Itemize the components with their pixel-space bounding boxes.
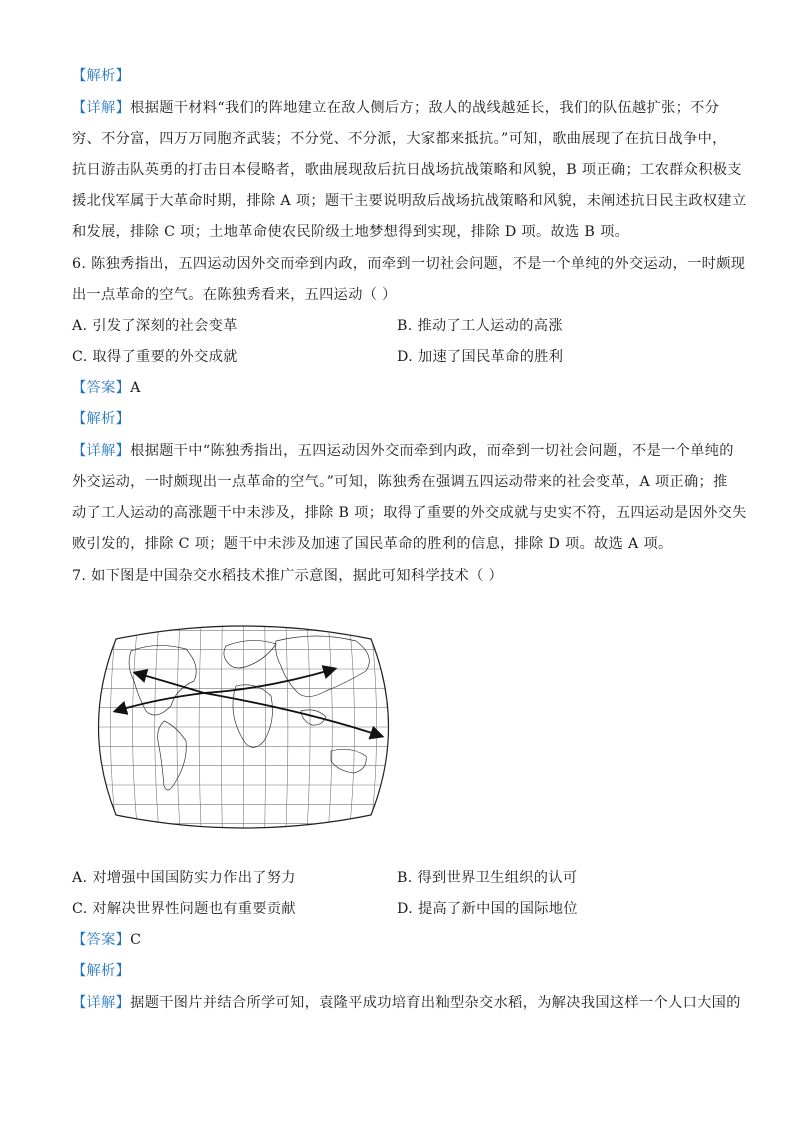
detail-tag: 【详解】 xyxy=(72,443,131,459)
question-7-stem: 7. 如下图是中国杂交水稻技术推广示意图，据此可知科学技术（ ） xyxy=(72,568,504,584)
answer-value: C xyxy=(130,932,142,948)
detail-line: 败引发的，排除 C 项；题干中未涉及加速了国民革命的胜利的信息，排除 D 项。故选 A 项。 xyxy=(72,536,673,552)
detail-line: 动了工人运动的高涨题干中未涉及，排除 B 项；取得了重要的外交成就与史实不符，五四运动是因外交失 xyxy=(72,505,747,521)
detail-tag: 【详解】 xyxy=(72,100,131,116)
detail-line: 和发展，排除 C 项；土地革命使农民阶级土地梦想得到实现，排除 D 项。故选 B 项。 xyxy=(72,224,630,240)
map-graticule xyxy=(76,611,411,843)
detail-line: 援北伐军属于大革命时期，排除 A 项；题干主要说明敌后战场抗战策略和风貌，未阐述抗日民主政权建立 xyxy=(72,193,747,209)
detail-tag: 【详解】 xyxy=(72,995,131,1011)
q7-option-c: C. 对解决世界性问题也有重要贡献 xyxy=(72,901,296,917)
question-6-stem: 出一点革命的空气。在陈独秀看来，五四运动（ ） xyxy=(72,287,397,303)
answer-value: A xyxy=(130,380,141,396)
q6-answer xyxy=(72,378,722,398)
meridian-line xyxy=(88,611,97,843)
detail-text: 据题干图片并结合所学可知，袁隆平成功培育出籼型杂交水稻，为解决我国这样一个人口大国的 xyxy=(130,995,741,1011)
q7-answer xyxy=(72,930,722,950)
analysis-heading xyxy=(72,409,722,429)
detail-line xyxy=(72,98,722,118)
q6-option-a: A. 引发了深刻的社会变革 xyxy=(72,318,238,334)
detail-line xyxy=(72,441,734,461)
answer-tag: 【答案】 xyxy=(72,932,131,948)
detail-line: 外交运动，一时颇现出一点革命的空气。”可知，陈独秀在强调五四运动带来的社会变革，A 项正确；推 xyxy=(72,474,728,490)
q7-option-b: B. 得到世界卫生组织的认可 xyxy=(397,870,578,886)
world-map-image xyxy=(76,611,411,843)
q6-option-c: C. 取得了重要的外交成就 xyxy=(72,349,238,365)
analysis-tag: 【解析】 xyxy=(72,411,131,427)
detail-line: 抗日游击队英勇的打击日本侵略者，歌曲展现敌后抗日战场抗战策略和风貌，B 项正确；工农群众积极支 xyxy=(72,162,742,178)
analysis-tag: 【解析】 xyxy=(72,68,131,84)
detail-line xyxy=(72,993,741,1013)
analysis-heading xyxy=(72,66,722,86)
q6-option-b: B. 推动了工人运动的高涨 xyxy=(397,318,563,334)
question-6-stem: 6. 陈独秀指出，五四运动因外交而牵到内政，而牵到一切社会问题，不是一个单纯的外交运动，一时颇现 xyxy=(72,256,746,272)
detail-line: 穷、不分富，四万万同胞齐武装；不分党、不分派，大家都来抵抗。”可知，歌曲展现了在抗日战争中， xyxy=(72,131,727,147)
meridian-line xyxy=(390,611,399,843)
q7-option-d: D. 提高了新中国的国际地位 xyxy=(397,901,578,917)
answer-tag: 【答案】 xyxy=(72,380,131,396)
analysis-heading xyxy=(72,961,722,981)
q7-option-a: A. 对增强中国国防实力作出了努力 xyxy=(72,870,296,886)
analysis-tag: 【解析】 xyxy=(72,963,131,979)
q6-option-d: D. 加速了国民革命的胜利 xyxy=(397,349,564,365)
detail-text: 根据题干材料“我们的阵地建立在敌人侧后方；敌人的战线越延长，我们的队伍越扩张；不分 xyxy=(130,100,720,116)
detail-text: 根据题干中“陈独秀指出，五四运动因外交而牵到内政，而牵到一切社会问题，不是一个单纯的 xyxy=(130,443,734,459)
